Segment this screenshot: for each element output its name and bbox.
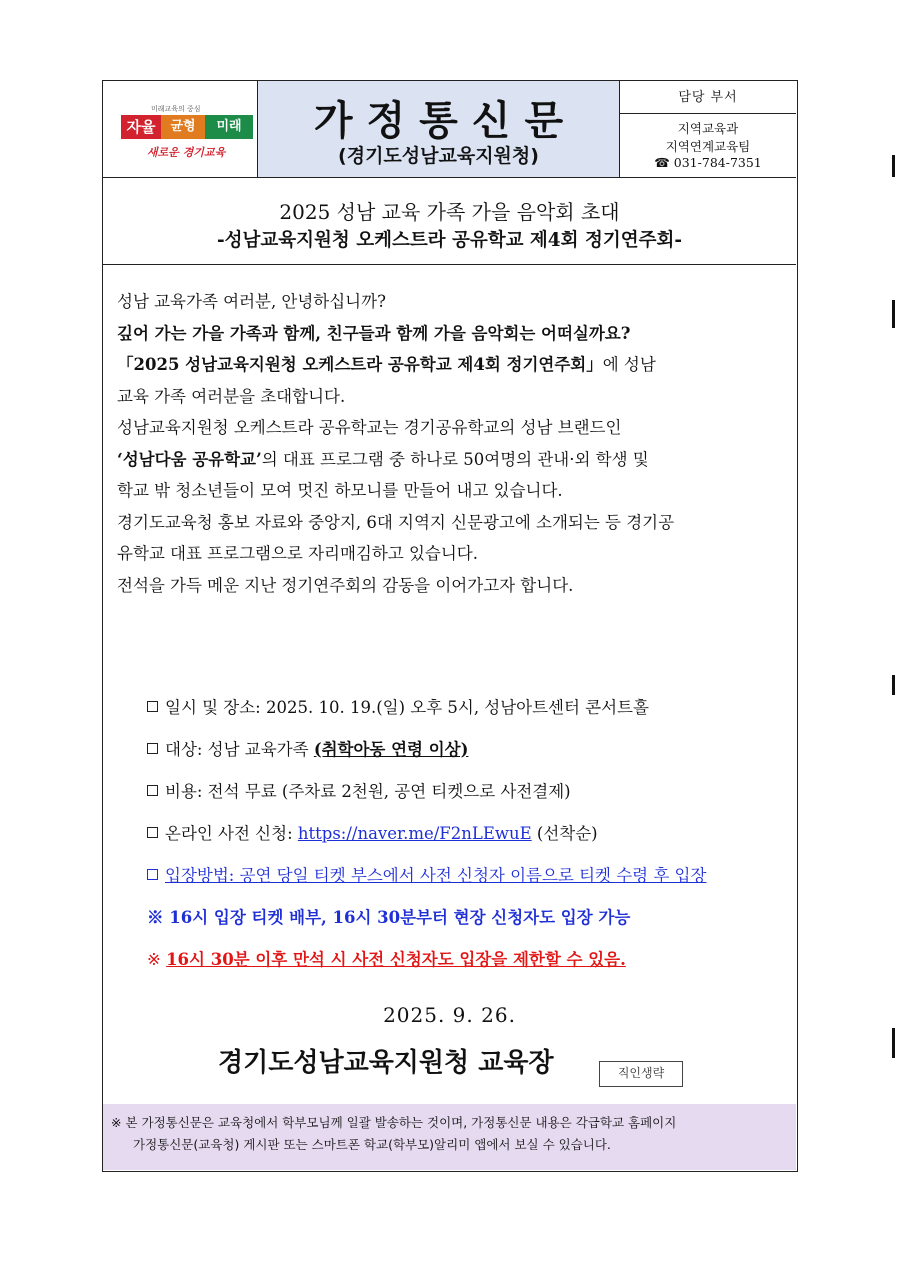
question-line: 깊어 가는 가을 가족과 함께, 친구들과 함께 가을 음악회는 어떠실까요? [117, 323, 631, 343]
list-item-entry [147, 862, 706, 886]
greeting: 성남 교육가족 여러분, 안녕하십니까? [117, 292, 386, 311]
logo-area [103, 81, 258, 177]
department-heading: 담당 부서 [620, 81, 796, 114]
logo-word-autonomy: 자율 [121, 115, 161, 139]
checkbox-square-icon [147, 743, 158, 754]
note-mark: ※ [147, 950, 167, 969]
subject-title: 2025 성남 교육 가족 가을 음악회 초대 [279, 200, 620, 224]
list-item-cost [147, 778, 571, 802]
subject-block [103, 178, 796, 265]
para3-line-2: 유학교 대표 프로그램으로 자리매김하고 있습니다. [117, 544, 478, 563]
issuer-name: 경기도성남교육지원청 교육장 [218, 1048, 554, 1078]
title-block [258, 81, 620, 177]
signup-link[interactable]: https://naver.me/F2nLEwuE [297, 824, 532, 843]
note-ticket: ※ 16시 입장 티켓 배부, 16시 30분부터 현장 신청자도 입장 가능 [147, 908, 631, 927]
scan-artifact [892, 155, 895, 177]
target-label: 대상: 성남 교육가족 [165, 740, 314, 759]
list-item-schedule [147, 694, 649, 718]
scan-artifact [892, 1028, 895, 1058]
logo-word-future: 미래 [205, 115, 253, 139]
page-subtitle: (경기도성남교육지원청) [338, 145, 539, 167]
target-age: (취학아동 연령 이상) [313, 740, 469, 759]
newsletter-sheet [102, 80, 798, 1172]
page-title: 가정통신문 [313, 98, 578, 144]
scan-artifact [892, 675, 895, 695]
seal-omitted-stamp: 직인생략 [599, 1061, 683, 1087]
letter-body [117, 286, 785, 601]
checkbox-square-icon [147, 869, 158, 880]
entry-text: 입장방법: 공연 당일 티켓 부스에서 사전 신청자 이름으로 티켓 수령 후 입장 [165, 866, 707, 885]
para2-line-1: 성남교육지원청 오케스트라 공유학교는 경기공유학교의 성남 브랜드인 [117, 418, 622, 437]
subject-subtitle: -성남교육지원청 오케스트라 공유학교 제4회 정기연주회- [216, 230, 683, 251]
logo-tagline: 미래교육의 중심 [151, 105, 201, 113]
checkbox-square-icon [147, 701, 158, 712]
concert-name: 「2025 성남교육지원청 오케스트라 공유학교 제4회 정기연주회」 [117, 355, 603, 374]
list-item-target [147, 736, 468, 760]
phone-number: ☎ 031-784-7351 [654, 155, 762, 170]
invite-rest: 에 성남 [602, 355, 656, 374]
signup-label: 온라인 사전 신청: [165, 824, 298, 843]
note-limit-text: 16시 30분 이후 만석 시 사전 신청자도 입장을 제한할 수 있음. [166, 950, 626, 969]
invite-line [117, 349, 785, 381]
note-limit [147, 946, 626, 970]
logo-word-balance: 균형 [161, 115, 205, 139]
checkbox-square-icon [147, 785, 158, 796]
scan-artifact [892, 300, 895, 328]
issue-date: 2025. 9. 26. [383, 1003, 516, 1027]
list-item-signup [147, 820, 598, 844]
cost-text: 비용: 전석 무료 (주차료 2천원, 공연 티켓으로 사전결제) [165, 782, 571, 801]
para3-line-1: 경기도교육청 홍보 자료와 중앙지, 6대 지역지 신문광고에 소개되는 등 경기공 [117, 512, 675, 532]
department-name: 지역교육과 [677, 121, 739, 136]
brand-name: ‘성남다움 공유학교’ [117, 449, 262, 469]
notice-line-1: ※ 본 가정통신문은 교육청에서 학부모님께 일괄 발송하는 것이며, 가정통신문 내용은 각급학교 홈페이지 [111, 1115, 677, 1130]
department-block [620, 81, 796, 177]
notice-box [103, 1104, 796, 1170]
para4: 전석을 가득 메운 지난 정기연주회의 감동을 이어가고자 합니다. [117, 575, 574, 595]
checkbox-square-icon [147, 827, 158, 838]
team-name: 지역연계교육팀 [665, 139, 751, 154]
para2-line-2 [117, 444, 785, 476]
logo-subtitle: 새로운 경기교육 [146, 146, 226, 159]
notice-line-2: 가정통신문(교육청) 게시판 또는 스마트폰 학교(학부모)알리미 앱에서 보실 수 있습니다. [133, 1137, 611, 1152]
para2-line-3: 학교 밖 청소년들이 모여 멋진 하모니를 만들어 내고 있습니다. [117, 481, 563, 500]
signup-note: (선착순) [531, 824, 598, 843]
header-row [103, 81, 796, 178]
invite-line-2: 교육 가족 여러분을 초대합니다. [117, 386, 346, 406]
para2-line-2-rest: 의 대표 프로그램 중 하나로 50여명의 관내·외 학생 및 [261, 449, 649, 469]
schedule-text: 일시 및 장소: 2025. 10. 19.(일) 오후 5시, 성남아트센터 콘서트홀 [165, 698, 649, 717]
